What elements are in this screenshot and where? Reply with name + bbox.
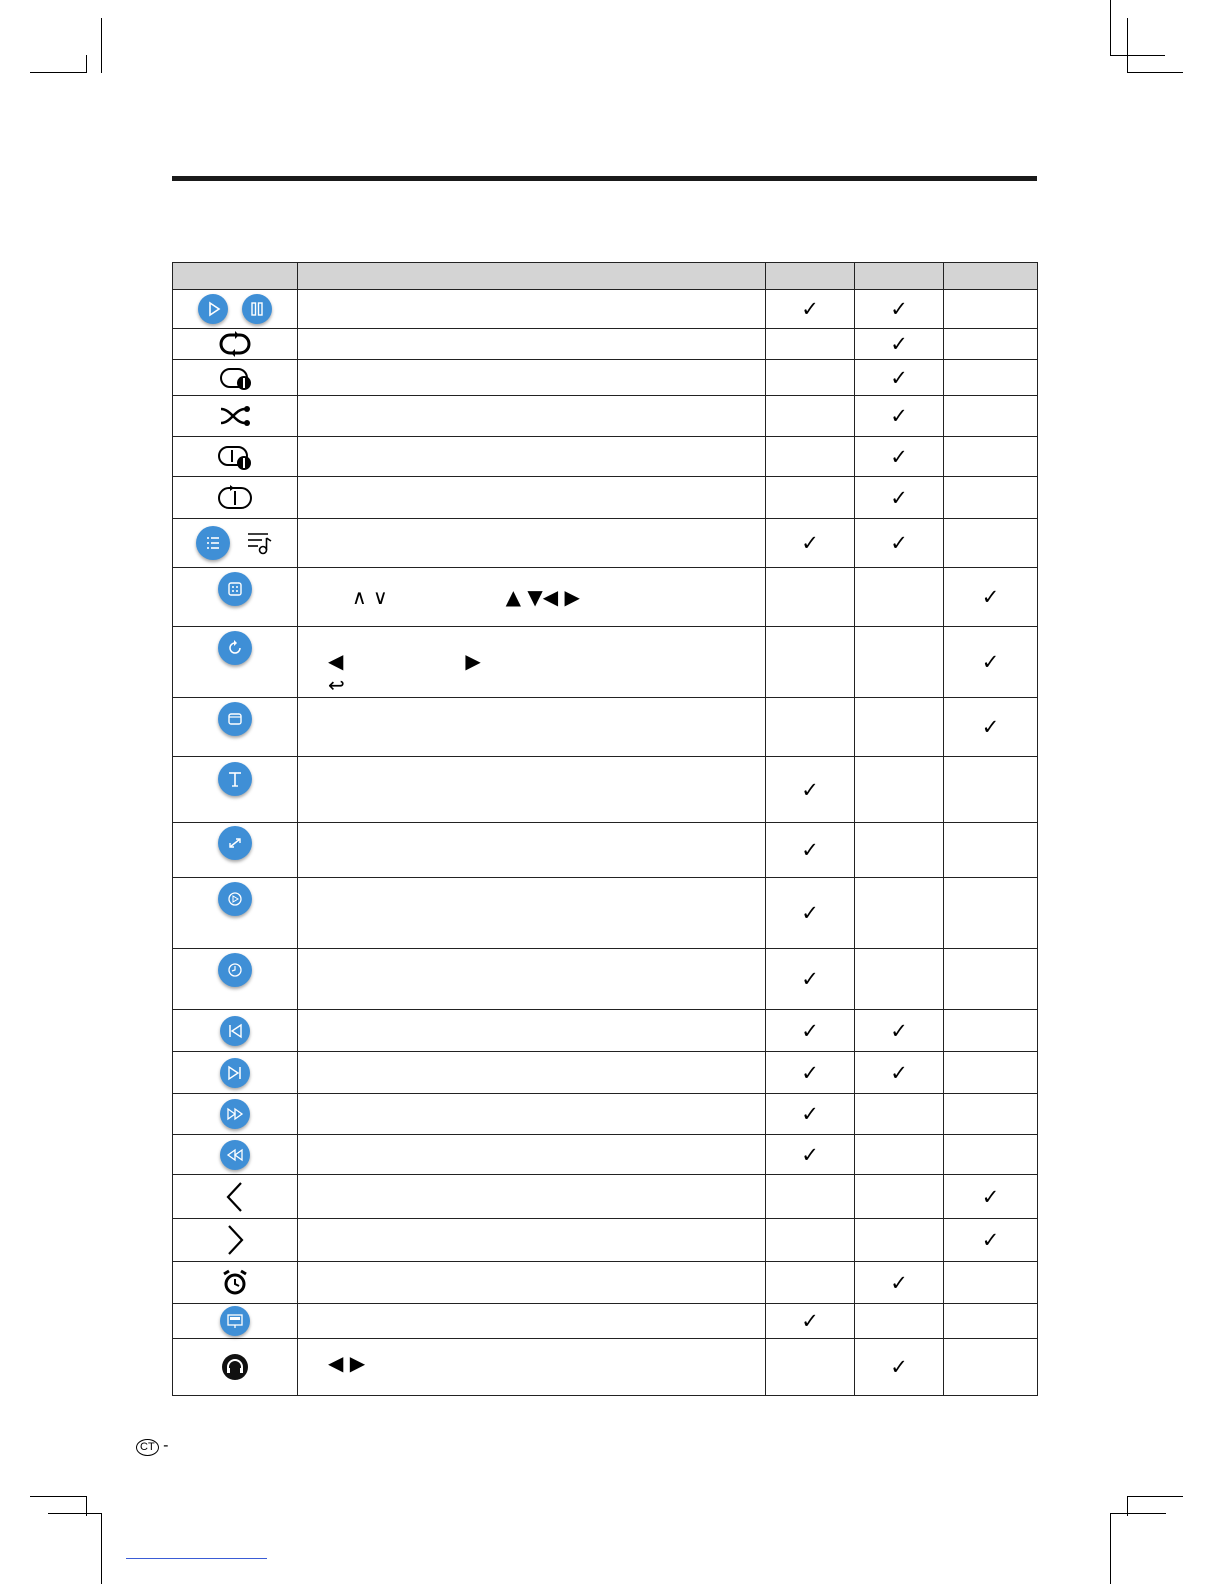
check-cell <box>766 1304 855 1339</box>
table-row <box>173 360 1038 396</box>
aspect-icon[interactable] <box>218 826 252 860</box>
check-cell <box>944 568 1038 627</box>
page-number-separator: - <box>158 1437 169 1454</box>
check-cell <box>944 1304 1038 1339</box>
icon-cell <box>173 949 298 1010</box>
description-cell <box>298 757 766 823</box>
check-cell <box>855 396 944 437</box>
table-row <box>173 519 1038 568</box>
crop-mark <box>101 18 102 73</box>
next-icon[interactable] <box>220 1058 250 1088</box>
icon-cell <box>173 1175 298 1219</box>
headphone-icon[interactable] <box>220 1352 250 1382</box>
table-row <box>173 823 1038 878</box>
description-cell <box>298 1052 766 1094</box>
icon-cell <box>173 698 298 757</box>
check-cell <box>944 396 1038 437</box>
header-cell <box>298 263 766 290</box>
icon-cell <box>173 757 298 823</box>
description-cell <box>298 437 766 477</box>
icon-cell <box>173 1219 298 1262</box>
description-cell <box>298 290 766 329</box>
check-cell <box>855 757 944 823</box>
check-cell <box>766 396 855 437</box>
up-down-arrows: ∧ ∨ <box>352 585 388 609</box>
description-cell <box>298 627 766 698</box>
check-cell <box>944 1052 1038 1094</box>
table-row <box>173 1010 1038 1052</box>
check-mark: ✓ <box>801 531 819 555</box>
list-icon[interactable] <box>196 526 230 560</box>
display-icon[interactable] <box>218 702 252 736</box>
direction-arrows: ▲ ▼◀ ▶ <box>505 585 580 609</box>
check-cell <box>944 329 1038 360</box>
description-cell <box>298 360 766 396</box>
text-icon[interactable] <box>218 762 252 796</box>
crop-mark <box>1110 1513 1111 1584</box>
check-cell <box>766 698 855 757</box>
crop-mark <box>1127 72 1183 73</box>
table-row <box>173 949 1038 1010</box>
check-mark: ✓ <box>981 1228 1000 1252</box>
icon-cell <box>173 1010 298 1052</box>
check-mark: ✓ <box>890 332 908 356</box>
check-cell <box>855 878 944 949</box>
check-cell <box>855 437 944 477</box>
check-mark: ✓ <box>801 1309 819 1333</box>
page-footer <box>136 1437 168 1456</box>
return-icon: ↩ <box>328 673 345 697</box>
rewind-icon[interactable] <box>220 1140 250 1170</box>
icon-cell <box>173 360 298 396</box>
check-cell <box>855 1010 944 1052</box>
check-cell <box>944 360 1038 396</box>
fast-forward-icon[interactable] <box>220 1099 250 1129</box>
header-cell <box>855 263 944 290</box>
check-cell <box>766 1094 855 1135</box>
check-cell <box>855 627 944 698</box>
check-cell <box>766 329 855 360</box>
header-rule <box>172 176 1037 181</box>
check-cell <box>944 1175 1038 1219</box>
crop-mark <box>48 1513 102 1514</box>
check-mark: ✓ <box>890 444 908 469</box>
table-row <box>173 698 1038 757</box>
check-cell <box>855 1339 944 1396</box>
icon-cell <box>173 1094 298 1135</box>
table-row <box>173 878 1038 949</box>
check-cell <box>855 823 944 878</box>
check-cell <box>766 757 855 823</box>
check-cell <box>944 1094 1038 1135</box>
check-cell <box>944 698 1038 757</box>
check-mark: ✓ <box>801 1018 819 1043</box>
table-row <box>173 1052 1038 1094</box>
icon-cell <box>173 519 298 568</box>
check-cell <box>944 1339 1038 1396</box>
table-row <box>173 1094 1038 1135</box>
description-cell <box>298 477 766 519</box>
check-cell <box>766 1339 855 1396</box>
table-row <box>173 1304 1038 1339</box>
check-cell <box>855 1304 944 1339</box>
right-arrow: ▶ <box>465 649 481 673</box>
header-cell <box>944 263 1038 290</box>
description-cell <box>298 396 766 437</box>
check-cell <box>944 757 1038 823</box>
icon-cell <box>173 878 298 949</box>
check-cell <box>855 477 944 519</box>
check-cell <box>944 1262 1038 1304</box>
check-cell <box>855 1094 944 1135</box>
check-cell <box>766 1219 855 1262</box>
check-cell <box>766 360 855 396</box>
description-cell <box>298 1010 766 1052</box>
crop-mark <box>1127 1496 1183 1497</box>
description-cell <box>298 1219 766 1262</box>
check-cell <box>766 949 855 1010</box>
check-cell <box>855 1052 944 1094</box>
left-right-arrows: ◀ ▶ <box>328 1351 366 1375</box>
icon-cell <box>173 1339 298 1396</box>
alarm-icon[interactable] <box>220 1268 250 1298</box>
table-row <box>173 396 1038 437</box>
check-cell <box>855 519 944 568</box>
description-cell <box>298 1304 766 1339</box>
check-cell <box>855 290 944 329</box>
check-mark: ✓ <box>890 404 908 428</box>
crop-mark <box>1127 18 1128 73</box>
check-mark: ✓ <box>890 485 908 510</box>
footer-link-rule <box>126 1558 267 1559</box>
check-mark: ✓ <box>801 1060 819 1085</box>
check-mark: ✓ <box>801 297 819 321</box>
description-cell <box>298 823 766 878</box>
check-cell <box>855 949 944 1010</box>
chevron-left-icon[interactable] <box>223 1180 247 1214</box>
play-icon[interactable] <box>198 294 228 324</box>
check-cell <box>855 698 944 757</box>
screen-icon[interactable] <box>220 1306 250 1336</box>
crop-mark <box>101 1513 102 1584</box>
repeat-all-icon[interactable] <box>215 329 255 359</box>
check-cell <box>855 1175 944 1219</box>
table-header-row <box>173 263 1038 290</box>
check-cell <box>944 878 1038 949</box>
clock-icon[interactable] <box>218 953 252 987</box>
zoom-icon[interactable] <box>218 572 252 606</box>
icon-cell <box>173 290 298 329</box>
check-cell <box>944 519 1038 568</box>
icon-cell <box>173 329 298 360</box>
check-cell <box>944 1135 1038 1175</box>
check-cell <box>944 949 1038 1010</box>
check-cell <box>766 477 855 519</box>
check-cell <box>944 823 1038 878</box>
crop-mark <box>30 1496 87 1497</box>
description-cell <box>298 329 766 360</box>
description-cell <box>298 1094 766 1135</box>
check-cell <box>855 568 944 627</box>
check-mark: ✓ <box>981 715 1000 739</box>
icon-cell <box>173 568 298 627</box>
icon-cell <box>173 1135 298 1175</box>
previous-icon[interactable] <box>220 1016 250 1046</box>
crop-mark <box>1110 55 1165 56</box>
play-once-icon[interactable] <box>215 483 255 513</box>
check-mark: ✓ <box>890 1270 908 1295</box>
check-mark: ✓ <box>890 1355 908 1379</box>
check-mark: ✓ <box>801 777 819 802</box>
table-row <box>173 437 1038 477</box>
pause-icon[interactable] <box>242 294 272 324</box>
rotate-icon[interactable] <box>218 631 252 665</box>
icon-cell <box>173 1262 298 1304</box>
table-row <box>173 757 1038 823</box>
header-cell <box>766 263 855 290</box>
check-cell <box>944 1010 1038 1052</box>
icon-cell <box>173 823 298 878</box>
check-mark: ✓ <box>801 1102 819 1126</box>
table-row <box>173 290 1038 329</box>
check-mark: ✓ <box>981 650 1000 674</box>
crop-mark <box>1110 0 1111 56</box>
check-mark: ✓ <box>890 297 908 321</box>
check-cell <box>944 477 1038 519</box>
description-cell <box>298 519 766 568</box>
table-row <box>173 1135 1038 1175</box>
icon-cell <box>173 627 298 698</box>
check-cell <box>944 437 1038 477</box>
check-cell <box>855 1135 944 1175</box>
check-cell <box>766 1175 855 1219</box>
crop-mark <box>1110 1513 1166 1514</box>
table-row <box>173 1219 1038 1262</box>
icon-cell <box>173 437 298 477</box>
repeat-one-icon[interactable] <box>215 363 255 393</box>
table-row <box>173 477 1038 519</box>
icon-cell <box>173 396 298 437</box>
description-cell <box>298 1175 766 1219</box>
check-mark: ✓ <box>801 901 819 925</box>
check-cell <box>766 823 855 878</box>
table-row <box>173 1262 1038 1304</box>
playlist-music-icon[interactable] <box>246 529 274 557</box>
check-mark: ✓ <box>801 1142 819 1167</box>
table-row <box>173 1339 1038 1396</box>
check-mark: ✓ <box>890 365 908 390</box>
crop-mark <box>86 55 87 73</box>
check-mark: ✓ <box>981 585 1000 609</box>
table-row <box>173 627 1038 698</box>
check-mark: ✓ <box>981 1184 1000 1209</box>
check-cell <box>766 437 855 477</box>
check-cell <box>944 290 1038 329</box>
left-arrow: ◀ <box>328 649 344 673</box>
check-cell <box>766 1135 855 1175</box>
check-cell <box>766 878 855 949</box>
repeat-one-file-icon[interactable] <box>215 442 255 472</box>
check-cell <box>855 360 944 396</box>
check-cell <box>766 1010 855 1052</box>
check-mark: ✓ <box>890 1060 908 1085</box>
check-cell <box>766 1262 855 1304</box>
table-row <box>173 1175 1038 1219</box>
check-cell <box>766 1052 855 1094</box>
icon-cell <box>173 477 298 519</box>
description-cell <box>298 568 766 627</box>
check-mark: ✓ <box>890 1018 908 1043</box>
check-cell <box>766 568 855 627</box>
check-cell <box>855 1219 944 1262</box>
table-row <box>173 568 1038 627</box>
check-cell <box>766 290 855 329</box>
description-cell <box>298 1339 766 1396</box>
description-cell <box>298 949 766 1010</box>
shuffle-icon[interactable] <box>217 401 253 431</box>
check-mark: ✓ <box>801 838 819 862</box>
icon-cell <box>173 1304 298 1339</box>
description-cell <box>298 698 766 757</box>
table-row <box>173 329 1038 360</box>
chevron-right-icon[interactable] <box>223 1223 247 1257</box>
check-cell <box>766 519 855 568</box>
check-mark: ✓ <box>890 531 908 555</box>
icon-cell <box>173 1052 298 1094</box>
crop-mark <box>30 72 87 73</box>
description-cell <box>298 1262 766 1304</box>
function-table <box>172 262 1038 1396</box>
description-cell <box>298 878 766 949</box>
check-cell <box>944 627 1038 698</box>
check-cell <box>855 329 944 360</box>
check-cell <box>766 627 855 698</box>
check-cell <box>944 1219 1038 1262</box>
description-cell <box>298 1135 766 1175</box>
language-logo: CT <box>136 1439 159 1456</box>
check-cell <box>855 1262 944 1304</box>
header-cell <box>173 263 298 290</box>
settings-icon[interactable] <box>218 882 252 916</box>
check-mark: ✓ <box>801 967 819 991</box>
